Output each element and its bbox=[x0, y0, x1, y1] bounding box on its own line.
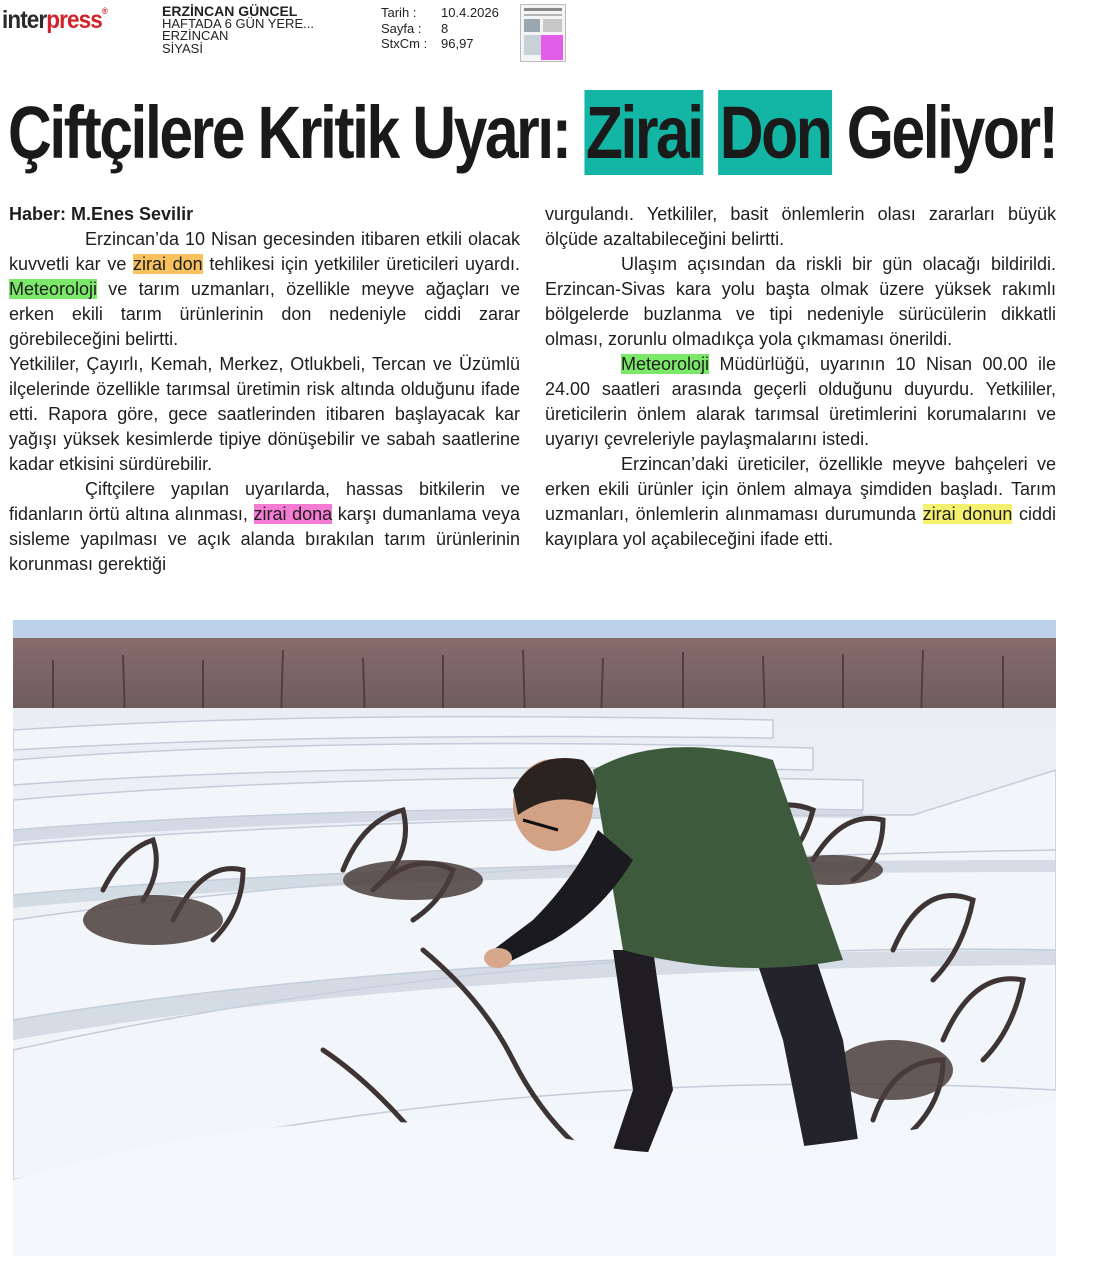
meta-key: Tarih : bbox=[381, 5, 417, 20]
paragraph-text: Erzincan’daki üreticiler, özellikle meyve bahçeleri ve erken ekili ürünler için önlem almaya şimdiden başladı. Tarım uzmanları, önlemlerin alınmaması durumunda bbox=[545, 454, 1056, 524]
headline-highlight: Don bbox=[719, 91, 831, 174]
keyword-highlight: Meteoroloji bbox=[621, 354, 710, 374]
publication-category: SİYASİ bbox=[162, 40, 203, 56]
article-paragraph: Ulaşım açısından da riskli bir gün olacağı bildirildi. Erzincan-Sivas kara yolu başta olmak üzere yüksek rakımlı bölgelerde buzlanma ve tipi nedeniyle sürücülerin dikkatli olması, zorunlu olmadıkça yola çıkmaması önerildi. bbox=[545, 254, 1056, 349]
meta-key: Sayfa : bbox=[381, 20, 422, 36]
meta-value: 8 bbox=[441, 20, 449, 36]
article-paragraph bbox=[545, 352, 1056, 452]
paragraph-text: ve tarım uzmanları, özellikle meyve ağaçları ve erken ekili tarım ürünlerinin don nedeniyle ciddi zarar görebileceğini belirtti. bbox=[9, 279, 520, 349]
article-byline: Haber: M.Enes Sevilir bbox=[9, 204, 194, 224]
article-paragraph bbox=[9, 477, 520, 577]
snowy-vineyard-photo bbox=[13, 620, 1056, 1256]
thumbnail-block bbox=[524, 19, 540, 32]
meta-value: 96,97 bbox=[441, 36, 474, 51]
logo-part-press: press bbox=[46, 6, 102, 34]
orchard-band bbox=[13, 638, 1056, 718]
paragraph-text: Müdürlüğü, uyarının 10 Nisan 00.00 ile 24.00 saatleri arasında geçerli olduğunu duyurdu. Yetkililer, üreticilerin önlem alarak tarımsal üretimlerini korumalarını ve uyarıyı çevreleriyle paylaşmalarını istedi. bbox=[545, 354, 1056, 449]
thumbnail-block bbox=[524, 14, 562, 16]
article-paragraph bbox=[9, 227, 520, 352]
page-thumbnail[interactable] bbox=[520, 4, 566, 62]
publication-region: ERZİNCAN bbox=[162, 28, 229, 43]
headline-highlight: Zirai bbox=[585, 91, 702, 174]
keyword-highlight: zirai donun bbox=[922, 504, 1013, 524]
article-column-left bbox=[9, 202, 520, 577]
article-paragraph bbox=[545, 452, 1056, 552]
headline-text: Çiftçilere Kritik Uyarı: bbox=[8, 91, 570, 174]
article-headline bbox=[8, 80, 1056, 185]
article-column-right bbox=[545, 202, 1056, 552]
thumbnail-highlight-block bbox=[541, 35, 563, 60]
publication-name: ERZİNCAN GÜNCEL bbox=[162, 3, 298, 19]
article-paragraph: vurgulandı. Yetkililer, basit önlemlerin olası zararları büyük ölçüde azaltabileceğini belirtti. bbox=[545, 204, 1056, 249]
publication-info bbox=[162, 5, 314, 55]
keyword-highlight: zirai don bbox=[132, 254, 203, 274]
article-photo bbox=[13, 620, 1056, 1256]
paragraph-text: Erzincan’da 10 Nisan gecesinden itibaren etkili olacak kuvvetli kar ve bbox=[9, 229, 520, 274]
meta-value: 10.4.2026 bbox=[441, 5, 499, 20]
thumbnail-block bbox=[543, 19, 562, 32]
publication-frequency: HAFTADA 6 GÜN YERE... bbox=[162, 15, 314, 31]
paragraph-text: tehlikesi için yetkililer üreticileri uyardı. bbox=[202, 254, 520, 274]
paragraph-text: karşı dumanlama veya sisleme yapılması ve açık alanda bırakılan tarım ürünlerinin korunması gerektiği bbox=[9, 504, 520, 574]
keyword-highlight: zirai dona bbox=[253, 504, 333, 524]
meta-key: StxCm : bbox=[381, 36, 428, 51]
paragraph-text: ciddi kayıplara yol açabileceğini ifade etti. bbox=[545, 504, 1057, 549]
thumbnail-block bbox=[524, 35, 541, 55]
article-paragraph: Yetkililer, Çayırlı, Kemah, Merkez, Otlukbeli, Tercan ve Üzümlü ilçelerinde özellikle tarımsal üretimin risk altında olduğunu ifade etti. Rapora göre, gece saatlerinden itibaren başlayacak kar yağışı yüksek kesimlerde tipiye dönüşebilir ve sabah saatlerine kadar etkisini sürdürebilir. bbox=[9, 354, 520, 474]
logo-registered-mark: ® bbox=[101, 6, 107, 16]
meta-row-stxcm bbox=[381, 36, 499, 52]
paragraph-text: Çiftçilere yapılan uyarılarda, hassas bitkilerin ve fidanların örtü altına alınması, bbox=[9, 479, 520, 524]
logo-part-inter: inter bbox=[2, 6, 47, 34]
clipping-meta bbox=[381, 5, 499, 52]
meta-row-page bbox=[381, 21, 499, 37]
thumbnail-block bbox=[524, 8, 562, 11]
keyword-highlight: Meteoroloji bbox=[9, 279, 98, 299]
interpress-logo bbox=[2, 6, 107, 35]
meta-row-date bbox=[381, 5, 499, 21]
headline-text: Geliyor! bbox=[846, 91, 1057, 174]
